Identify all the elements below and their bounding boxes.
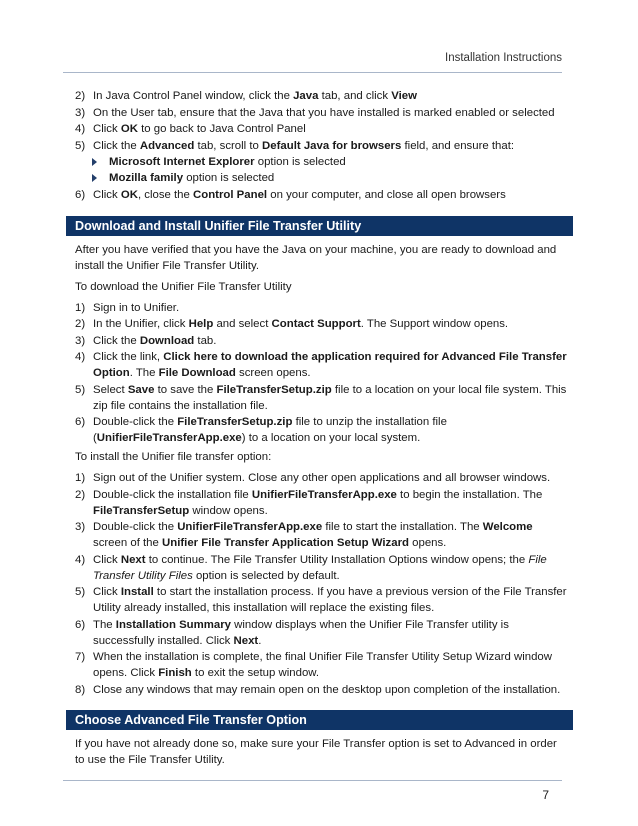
section-intro: After you have verified that you have the Java on your machine, you are ready to download and install the Unifier File Transfer Utility. <box>75 243 557 272</box>
java-config-steps <box>75 88 567 203</box>
text-run: file to start the installation. The <box>322 521 483 533</box>
step-text <box>93 351 567 379</box>
text-run: Close any windows that may remain open on the desktop upon completion of the installation. <box>93 683 561 696</box>
step-text <box>93 684 560 696</box>
step-text <box>93 489 542 517</box>
text-run: on your computer, and close all open browsers <box>267 188 506 201</box>
step-item <box>75 300 567 316</box>
step-text <box>93 107 555 119</box>
bold-term: Save <box>127 383 155 396</box>
text-run: screen opens. <box>235 367 311 379</box>
bold-term: UnifierFileTransferApp.exe <box>251 488 397 501</box>
bold-term: FileTransferSetup <box>93 504 190 517</box>
running-header: Installation Instructions <box>445 52 562 64</box>
bold-term: Microsoft Internet Explorer <box>109 156 255 168</box>
text-run: tab, and click <box>318 90 392 102</box>
bold-term: Contact Support <box>271 318 361 330</box>
sub-bullet-container <box>75 154 567 186</box>
step-item <box>75 519 567 551</box>
triangle-bullet-icon <box>92 174 97 182</box>
section-body: If you have not already done so, make sure your File Transfer option is set to Advanced in order to use the File Transfer Utility. <box>75 737 557 766</box>
step-item <box>75 470 567 486</box>
download-steps <box>75 300 567 447</box>
step-item <box>75 487 567 519</box>
sub-bullet-list <box>75 154 567 186</box>
step-item <box>75 316 567 332</box>
text-run: Sign in to Unifier. <box>93 301 180 314</box>
step-item <box>75 617 567 649</box>
step-text <box>93 189 506 201</box>
step-text <box>93 472 550 484</box>
text-run: . The Support window opens. <box>360 318 509 330</box>
bold-term: Mozilla family <box>109 172 184 184</box>
step-text <box>93 586 567 614</box>
text-run: Click the link, <box>93 351 164 363</box>
step-number: 6) <box>75 618 86 631</box>
text-run: When the installation is complete, the final Unifier File Transfer Utility Setup Wizard window opens. Click <box>93 651 552 679</box>
text-run: to go back to Java Control Panel <box>137 123 306 135</box>
bold-term: Installation Summary <box>115 618 231 631</box>
text-run: Click <box>93 188 121 201</box>
step-number: 6) <box>75 188 86 201</box>
step-text <box>93 318 508 330</box>
text-run: file to unzip the installation file ( <box>93 416 447 444</box>
text-run: Select <box>93 383 128 396</box>
bold-term: UnifierFileTransferApp.exe <box>177 521 323 533</box>
step-number: 8) <box>75 683 86 696</box>
text-run: to continue. The File Transfer Utility Installation Options window opens; the <box>145 553 529 566</box>
step-text <box>93 335 216 347</box>
text-run: The <box>93 618 116 631</box>
step-item <box>75 552 567 584</box>
bold-term: Finish <box>158 667 192 679</box>
step-item <box>75 382 567 414</box>
bold-term: Java <box>293 90 319 102</box>
text-run: , close the <box>137 188 194 201</box>
install-procedure-label: To install the Unifier file transfer option: <box>75 451 272 463</box>
step-text <box>93 619 509 647</box>
page-number: 7 <box>542 788 549 802</box>
step-number: 3) <box>75 334 86 347</box>
text-run: ) to a location on your local system. <box>241 432 421 444</box>
text-run: Click <box>93 123 121 135</box>
text-run: In Java Control Panel window, click the <box>93 90 294 102</box>
step-number: 4) <box>75 123 86 135</box>
text-run: to save the <box>154 383 217 396</box>
text-run: Sign out of the Unifier system. Close any other open applications and all browser windows. <box>93 472 551 484</box>
header-rule <box>63 72 562 73</box>
step-text <box>93 302 179 314</box>
footer-rule <box>63 780 562 781</box>
text-run: On the User tab, ensure that the Java that you have installed is marked enabled or selected <box>93 106 555 119</box>
step-number: 3) <box>75 106 86 119</box>
step-item <box>75 333 567 349</box>
step-text <box>93 384 566 412</box>
text-run: tab. <box>194 334 217 347</box>
text-run: tab, scroll to <box>194 139 263 152</box>
text-run: In the Unifier, click <box>93 318 189 330</box>
step-item <box>75 187 567 203</box>
step-number: 4) <box>75 351 86 363</box>
step-item <box>75 682 567 698</box>
step-item <box>75 349 567 381</box>
bold-term: Next <box>120 553 146 566</box>
text-run: opens. <box>408 537 447 549</box>
text-run: and select <box>213 318 272 330</box>
text-run: Double-click the installation file <box>93 488 252 501</box>
text-run: Double-click the <box>93 521 178 533</box>
step-number: 2) <box>75 318 86 330</box>
step-text <box>93 90 417 102</box>
text-run: to exit the setup window. <box>191 667 320 679</box>
step-number: 5) <box>75 383 86 396</box>
text-run: field, and ensure that: <box>401 139 515 152</box>
bold-term: Help <box>188 318 214 330</box>
step-item <box>75 121 567 137</box>
italic-term: File Transfer Utility Files <box>93 553 547 582</box>
bold-term: Next <box>233 634 259 647</box>
text-run: window opens. <box>189 504 268 517</box>
step-item <box>75 584 567 616</box>
step-item <box>75 414 567 446</box>
bold-term: Advanced <box>139 139 195 152</box>
text-run: to start the installation process. If you have a previous version of the File Transfer Utility already installed, this installation will replace the existing files. <box>93 586 567 614</box>
step-number: 3) <box>75 521 86 533</box>
download-procedure-label: To download the Unifier File Transfer Utility <box>75 280 292 293</box>
bold-term: FileTransferSetup.zip <box>177 416 293 428</box>
bold-term: Default Java for browsers <box>262 139 402 152</box>
bold-term: OK <box>120 188 138 201</box>
step-item <box>75 649 567 681</box>
step-text <box>93 554 547 582</box>
step-number: 7) <box>75 651 86 663</box>
bold-term: Click here to download the application required for Advanced File Transfer Option <box>93 351 567 379</box>
bold-term: Control Panel <box>193 188 268 201</box>
step-number: 5) <box>75 139 86 152</box>
step-number: 2) <box>75 90 86 102</box>
text-run: option is selected <box>254 156 346 168</box>
text-run: Click the <box>93 139 140 152</box>
step-text <box>93 416 447 444</box>
step-number: 2) <box>75 488 86 501</box>
step-number: 4) <box>75 553 86 566</box>
text-run: Double-click the <box>93 416 178 428</box>
bold-term: View <box>391 90 417 102</box>
step-text <box>93 651 552 679</box>
bold-term: Unifier File Transfer Application Setup Wizard <box>162 537 409 549</box>
page-content <box>75 88 567 773</box>
install-steps <box>75 470 567 698</box>
step-text <box>93 521 533 549</box>
text-run: Click <box>93 553 121 566</box>
text-run: file to a location on your local file system. This zip file contains the installation file. <box>93 383 567 412</box>
bold-term: FileTransferSetup.zip <box>216 383 332 396</box>
step-number: 1) <box>75 472 86 484</box>
bold-term: Download <box>139 334 195 347</box>
text-run: Click the <box>93 334 140 347</box>
step-number: 1) <box>75 301 86 314</box>
bold-term: OK <box>120 123 138 135</box>
step-number: 6) <box>75 416 86 428</box>
step-item <box>75 138 567 154</box>
bold-term: File Download <box>158 367 236 379</box>
bold-term: Welcome <box>482 521 533 533</box>
step-item <box>75 105 567 121</box>
step-item <box>75 88 567 104</box>
text-run: screen of the <box>93 537 163 549</box>
section-heading-advanced-option: Choose Advanced File Transfer Option <box>66 710 573 730</box>
text-run: to begin the installation. The <box>396 488 543 501</box>
text-run: Click <box>93 586 121 598</box>
bold-term: Install <box>120 586 154 598</box>
step-text <box>93 140 514 152</box>
sub-bullet-item <box>75 170 567 186</box>
text-run: option is selected <box>183 172 275 184</box>
step-text <box>93 123 306 135</box>
section-heading-download-install: Download and Install Unifier File Transfer Utility <box>66 216 573 236</box>
text-run: window displays when the Unifier File Transfer utility is successfully installed. Click <box>93 618 509 647</box>
text-run: . The <box>129 367 159 379</box>
text-run: option is selected by default. <box>192 569 340 582</box>
text-run: . <box>258 634 262 647</box>
step-number: 5) <box>75 586 86 598</box>
triangle-bullet-icon <box>92 158 97 166</box>
bold-term: UnifierFileTransferApp.exe <box>96 432 242 444</box>
sub-bullet-item <box>75 154 567 170</box>
